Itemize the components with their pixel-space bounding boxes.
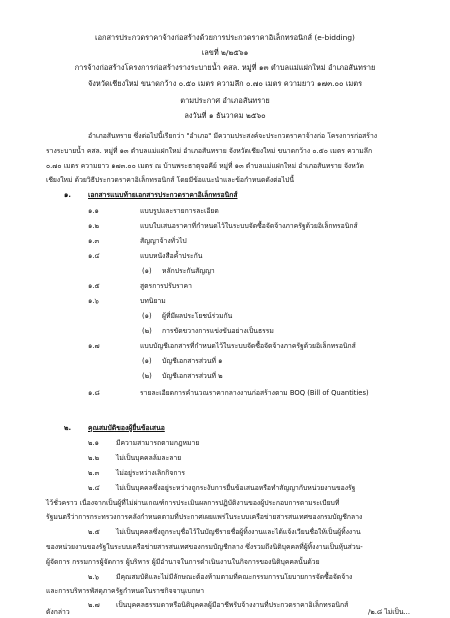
- item-number: ๒.๒: [88, 454, 100, 462]
- project-title-line2: จังหวัดเชียงใหม่ ขนาดกว้าง ๐.๕๐ เมตร ความลึก ๐.๗๐ เมตร ความยาว ๑๗๓.๐๐ เมตร: [87, 79, 363, 88]
- announcement-date: ลงวันที่ ๑ ธันวาคม ๒๕๖๐: [184, 111, 266, 120]
- list-item: สัญญาจ้างทั่วไป: [140, 237, 187, 245]
- item-number: ๒.๓: [88, 469, 100, 477]
- paragraph-line: ไม่เป็นบุคคลซึ่งถูกระบุชื่อไว้ในบัญชีรายชื่อผู้ทิ้งงานและได้แจ้งเวียนชื่อให้เป็นผู้ทิ้งงาน: [116, 528, 361, 536]
- list-item: แบบใบเสนอราคาที่กำหนดไว้ในระบบจัดซื้อจัดจ้างภาครัฐด้วยอิเล็กทรอนิกส์: [140, 222, 358, 230]
- intro-line-2: รางระบายน้ำ คสล. หมู่ที่ ๑๓ ตำบลแม่แฝกใหม่ อำเภอสันทราย จังหวัดเชียงใหม่ ขนาดกว้าง ๐.๕๐ เมตร ความลึก: [46, 147, 373, 155]
- list-item: มีความสามารถตามกฎหมาย: [116, 439, 200, 447]
- section1-title: เอกสารแนบท้ายเอกสารประกวดราคาอิเล็กทรอนิกส์: [88, 191, 238, 199]
- paragraph-line: มีคุณสมบัติและไม่มีลักษณะต้องห้ามตามที่คณะกรรมการนโยบายการจัดซื้อจัดจ้าง: [116, 573, 353, 581]
- item-number: ๑.๔: [88, 252, 100, 260]
- item-number: ๑.๕: [88, 282, 100, 290]
- page-continuation: /๒.๘ ไม่เป็น...: [368, 608, 410, 616]
- list-subitem: ผู้ที่มีผลประโยชน์ร่วมกัน: [162, 312, 233, 320]
- list-subitem: การขัดขวางการแข่งขันอย่างเป็นธรรม: [162, 327, 274, 335]
- item-number: ๑.๑: [88, 207, 99, 215]
- project-title-line1: การจ้างก่อสร้างโครงการก่อสร้างรางระบายน้ำ คสล. หมู่ที่ ๑๓ ตำบลแม่แฝกใหม่ อำเภอสันทราย: [74, 63, 376, 72]
- list-item: ไม่เป็นบุคคลล้มละลาย: [116, 454, 182, 462]
- list-subitem: บัญชีเอกสารส่วนที่ ๒: [162, 372, 223, 380]
- item-number: ๒.๗: [88, 601, 100, 609]
- item-number: ๑.๗: [88, 342, 100, 350]
- paragraph-line: ผู้จัดการ กรรมการผู้จัดการ ผู้บริหาร ผู้มีอำนาจในการดำเนินงานในกิจการของนิติบุคคลนั้นด้วย: [46, 558, 320, 566]
- paragraph-line: ไม่เป็นบุคคลซึ่งอยู่ระหว่างถูกระงับการยื่นข้อเสนอหรือทำสัญญากับหน่วยงานของรัฐ: [116, 484, 356, 492]
- list-item: บทนิยาม: [140, 297, 166, 305]
- doc-title: เอกสารประกวดราคาจ้างก่อสร้างด้วยการประกวดราคาอิเล็กทรอนิกส์ (e-bidding): [95, 33, 355, 42]
- subitem-number: (๒): [142, 372, 152, 380]
- item-number: ๑.๓: [88, 237, 100, 245]
- item-number: ๑.๖: [88, 297, 99, 305]
- subitem-number: (๑): [142, 312, 152, 320]
- intro-line-1: อำเภอสันทราย ซึ่งต่อไปนี้เรียกว่า "อำเภอ" มีความประสงค์จะประกวดราคาจ้างก่อ โครงการก่อสร้าง: [88, 132, 378, 140]
- trailing-text: ดังกล่าว: [46, 608, 70, 616]
- intro-line-4: เชียงใหม่ ด้วยวิธีประกวดราคาอิเล็กทรอนิกส์ โดยมีข้อแนะนำและข้อกำหนดดังต่อไปนี้: [46, 176, 295, 184]
- section2-title: คุณสมบัติของผู้ยื่นข้อเสนอ: [88, 424, 165, 432]
- item-number: ๒.๔: [88, 484, 100, 492]
- list-item: แบบรูปและรายการละเอียด: [140, 207, 219, 215]
- announcement-by: ตามประกาศ อำเภอสันทราย: [180, 96, 270, 105]
- intro-line-3: ๐.๗๐ เมตร ความยาว ๑๗๓.๐๐ เมตร ณ บ้านพระธาตุจอคีย์ หมู่ที่ ๑๓ ตำบลแม่แฝกใหม่ อำเภอสันทราย จังหวัด: [46, 162, 364, 170]
- item-number: ๒.๕: [88, 528, 100, 536]
- doc-number: เลขที่ ๒/๒๕๖๑: [201, 48, 249, 57]
- list-subitem: หลักประกันสัญญา: [162, 267, 215, 275]
- paragraph-line: ของหน่วยงานของรัฐในระบบเครือข่ายสารสนเทศของกรมบัญชีกลาง ซึ่งรวมถึงนิติบุคคลที่ผู้ทิ้งงานเป็นหุ้นส่วน-: [46, 543, 363, 551]
- list-item: แบบหนังสือค้ำประกัน: [140, 252, 203, 260]
- list-item: รายละเอียดการคำนวณราคากลางงานก่อสร้างตาม BOQ (Bill of Quantities): [140, 389, 369, 397]
- paragraph-line: เป็นบุคคลธรรมดาหรือนิติบุคคลผู้มีอาชีพรับจ้างงานที่ประกวดราคาอิเล็กทรอนิกส์: [116, 601, 349, 609]
- paragraph-line: รัฐมนตรีว่าการกระทรวงการคลังกำหนดตามที่ประกาศเผยแพร่ในระบบเครือข่ายสารสนเทศของกรมบัญชีกลาง: [46, 513, 363, 521]
- item-number: ๑.๒: [88, 222, 99, 230]
- item-number: ๑.๘: [88, 389, 100, 397]
- item-number: ๒.๖: [88, 573, 99, 581]
- list-item: ไม่อยู่ระหว่างเลิกกิจการ: [116, 469, 185, 477]
- list-item: สูตรการปรับราคา: [140, 282, 192, 290]
- section1-number: ๑.: [64, 191, 71, 199]
- subitem-number: (๑): [142, 357, 152, 365]
- list-subitem: บัญชีเอกสารส่วนที่ ๑: [162, 357, 223, 365]
- subitem-number: (๑): [142, 267, 152, 275]
- paragraph-line: และการบริหารพัสดุภาครัฐกำหนดในราชกิจจานุเบกษา: [46, 587, 205, 595]
- section2-number: ๒.: [64, 424, 72, 432]
- item-number: ๒.๑: [88, 439, 99, 447]
- list-item: แบบบัญชีเอกสารที่กำหนดไว้ในระบบจัดซื้อจัดจ้างภาครัฐด้วยอิเล็กทรอนิกส์: [140, 342, 356, 350]
- subitem-number: (๒): [142, 327, 152, 335]
- paragraph-line: ไว้ชั่วคราว เนื่องจากเป็นผู้ที่ไม่ผ่านเกณฑ์การประเมินผลการปฏิบัติงานของผู้ประกอบการตามระเบียบที่: [46, 499, 340, 507]
